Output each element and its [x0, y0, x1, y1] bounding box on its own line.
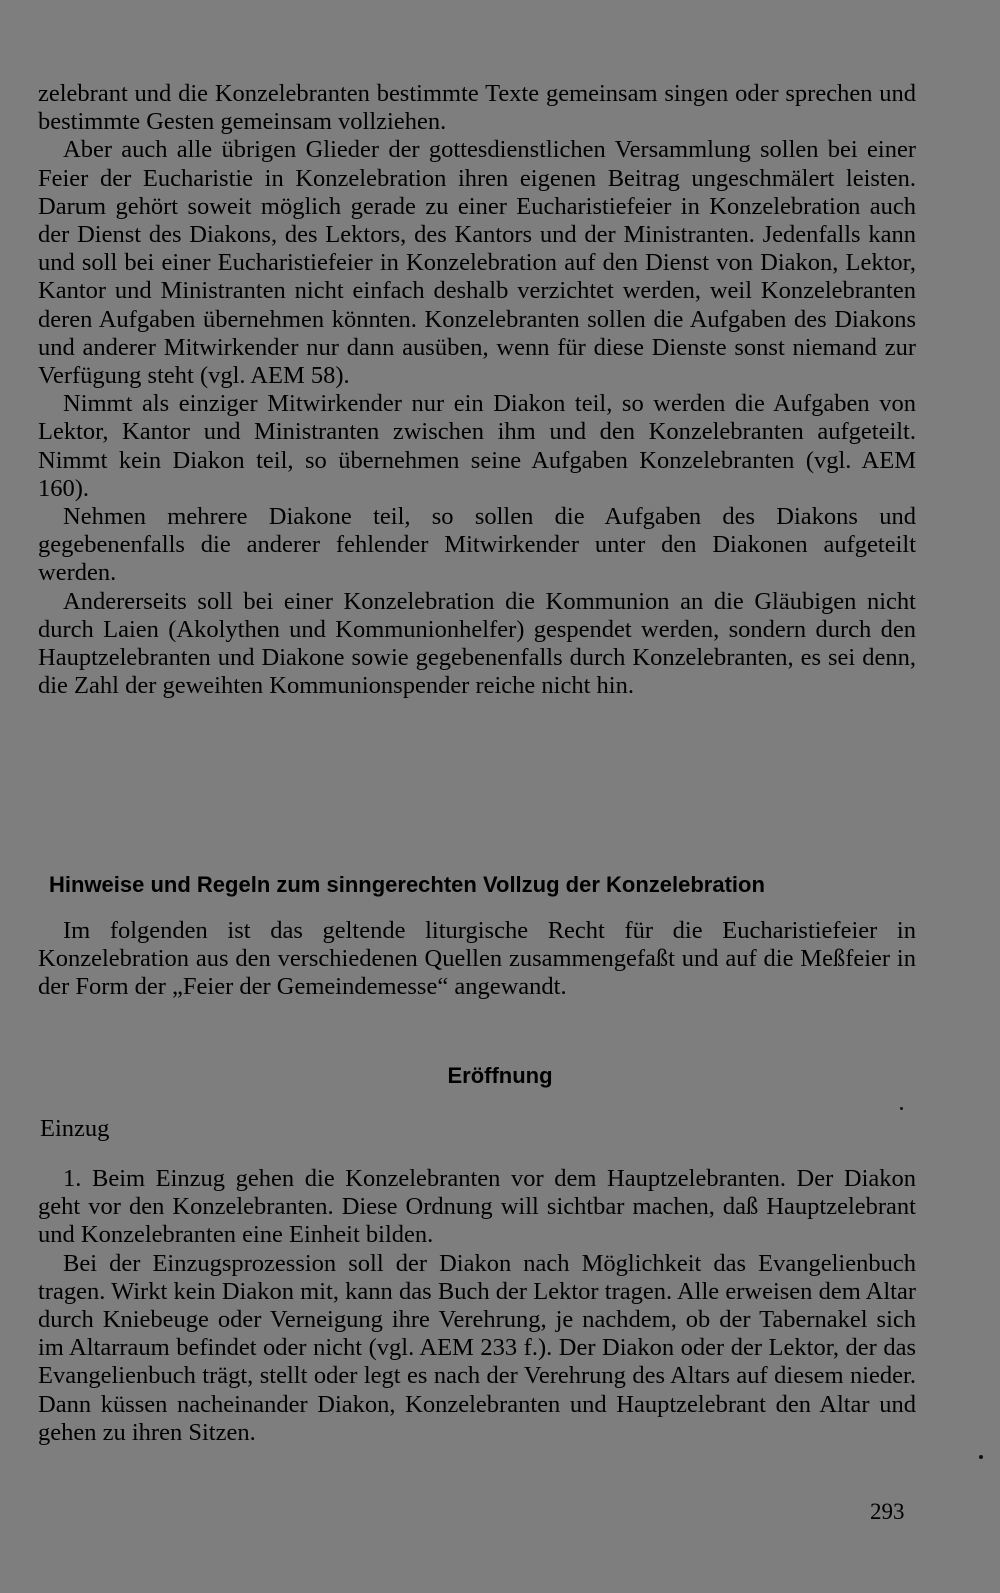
page-number: 293 [870, 1499, 905, 1524]
top-text-block [38, 80, 916, 700]
paragraph-continuation: zelebrant und die Konzelebranten bestimmte Texte gemeinsam singen oder sprechen und bestimmte Gesten gemeinsam vollziehen. [38, 80, 916, 136]
paragraph-intro: Im folgenden ist das geltende liturgische Recht für die Eucharistiefeier in Konzelebration aus den verschiedenen Quellen zusammengefaßt und auf die Meßfeier in der Form der „Feier der Gemeindemesse“ angewandt. [38, 917, 916, 1001]
section-heading: Hinweise und Regeln zum sinngerechten Vollzug der Konzelebration [49, 872, 765, 897]
einzug-heading: Einzug [40, 1115, 110, 1142]
paragraph-multiple-deacons: Nehmen mehrere Diakone teil, so sollen die Aufgaben des Diakons und gegebenenfalls die anderer fehlender Mitwirkender unter den Diakonen aufgeteilt werden. [38, 503, 916, 587]
paragraph-communion: Andererseits soll bei einer Konzelebration die Kommunion an die Gläubigen nicht durch Laien (Akolythen und Kommunionhelfer) gespendet werden, sondern durch den Hauptzelebranten und Diakone sowie gegebenenfalls durch Konzelebranten, es sei denn, die Zahl der geweihten Kommunionspender reiche nicht hin. [38, 587, 916, 700]
paragraph-single-deacon: Nimmt als einziger Mitwirkender nur ein Diakon teil, so werden die Aufgaben von Lektor, Kantor und Ministranten zwischen ihm und den Konzelebranten aufgeteilt. Nimmt kein Diakon teil, so übernehmen seine Aufgaben Konzelebranten (vgl. AEM 160). [38, 390, 916, 502]
paragraph-einzug-procession: Bei der Einzugsprozession soll der Diakon nach Möglichkeit das Evangelienbuch tragen. Wirkt kein Diakon mit, kann das Buch der Lektor tragen. Alle erweisen dem Altar durch Kniebeuge oder Verneigung ihre Verehrung, je nachdem, ob der Tabernakel sich im Altarraum befindet oder nicht (vgl. AEM 233 f.). Der Diakon oder der Lektor, der das Evangelienbuch trägt, stellt oder legt es nach der Verehrung des Altars auf diesem nieder. Dann küssen nacheinander Diakon, Konzelebranten und Hauptzelebrant den Altar und gehen zu ihren Sitzen. [38, 1249, 916, 1446]
subsection-heading: Eröffnung [447, 1063, 553, 1088]
einzug-text-block [38, 1165, 916, 1447]
paragraph-einzug-order: 1. Beim Einzug gehen die Konzelebranten vor dem Hauptzelebranten. Der Diakon geht vor den Konzelebranten. Diese Ordnung will sichtbar machen, daß Hauptzelebrant und Konzelebranten eine Einheit bilden. [38, 1165, 916, 1249]
scan-speck [900, 1107, 903, 1110]
scan-speck [979, 1455, 983, 1459]
paragraph-participation: Aber auch alle übrigen Glieder der gottesdienstlichen Versammlung sollen bei einer Feier der Eucharistie in Konzelebration ihren eigenen Beitrag ungeschmälert leisten. Darum gehört soweit möglich gerade zu einer Eucharistiefeier in Konzelebration auch der Dienst des Diakons, des Lektors, des Kantors und der Ministranten. Jedenfalls kann und soll bei einer Eucharistiefeier in Konzelebration auf den Dienst von Diakon, Lektor, Kantor und Ministranten nicht einfach deshalb verzichtet werden, weil Konzelebranten deren Aufgaben übernehmen könnten. Konzelebranten sollen die Aufgaben des Diakons und anderer Mitwirkender nur dann ausüben, wenn für diese Dienste sonst niemand zur Verfügung steht (vgl. AEM 58). [38, 136, 916, 390]
intro-text-block [38, 917, 916, 1002]
